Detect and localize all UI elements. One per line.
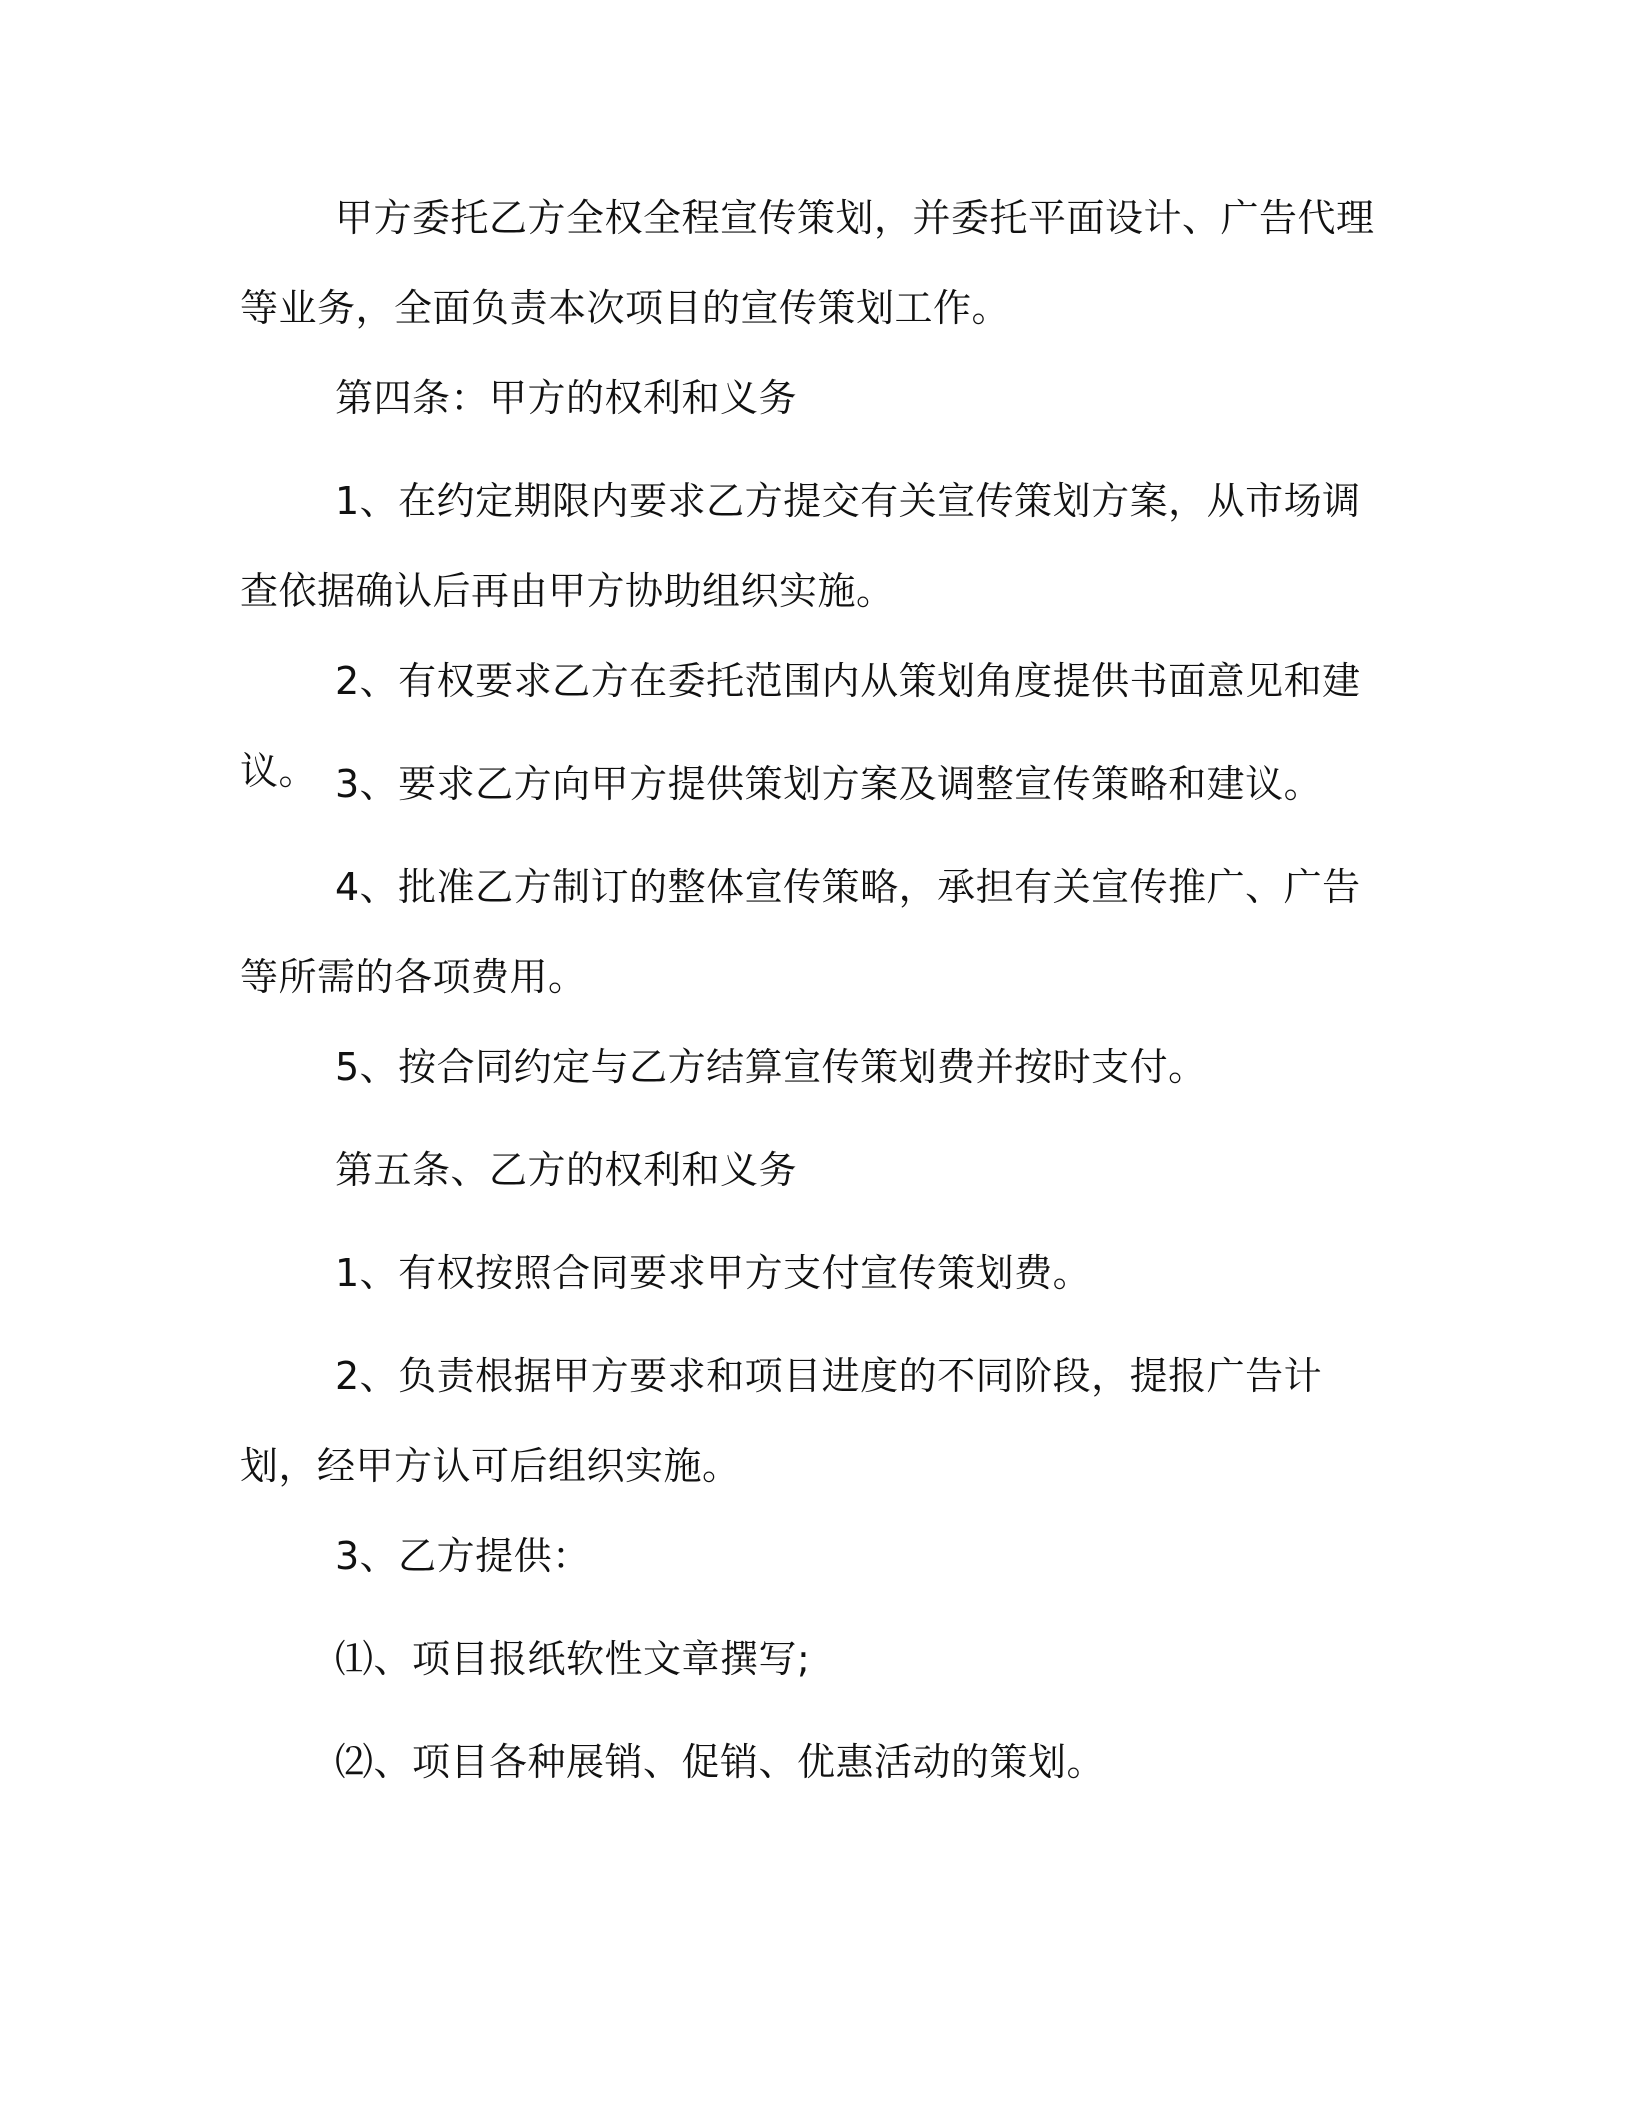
paragraph-party-a-item-3: 3、要求乙方向甲方提供策划方案及调整宣传策略和建议。 (335, 762, 1323, 806)
paragraph-sub-item-1: ⑴、项目报纸软性文章撰写; (335, 1637, 811, 1681)
heading-article-5: 第五条、乙方的权利和义务 (335, 1148, 798, 1192)
paragraph-party-a-item-4: 4、批准乙方制订的整体宣传策略，承担有关宣传推广、广告等所需的各项费用。 (240, 865, 1361, 999)
heading-article-4: 第四条：甲方的权利和义务 (335, 376, 798, 420)
paragraph-party-a-item-5: 5、按合同约定与乙方结算宣传策划费并按时支付。 (335, 1045, 1207, 1089)
paragraph-entrust-scope: 甲方委托乙方全权全程宣传策划，并委托平面设计、广告代理等业务，全面负责本次项目的宣传策划工作。 (240, 196, 1375, 330)
paragraph-party-b-item-2: 2、负责根据甲方要求和项目进度的不同阶段，提报广告计划，经甲方认可后组织实施。 (240, 1354, 1323, 1488)
paragraph-party-a-item-1: 1、在约定期限内要求乙方提交有关宣传策划方案，从市场调查依据确认后再由甲方协助组织实施。 (240, 479, 1361, 613)
paragraph-party-b-item-3: 3、乙方提供： (335, 1534, 591, 1578)
paragraph-party-b-item-1: 1、有权按照合同要求甲方支付宣传策划费。 (335, 1251, 1092, 1295)
paragraph-party-a-item-2: 2、有权要求乙方在委托范围内从策划角度提供书面意见和建议。 (240, 659, 1361, 793)
paragraph-sub-item-2: ⑵、项目各种展销、促销、优惠活动的策划。 (335, 1740, 1106, 1784)
